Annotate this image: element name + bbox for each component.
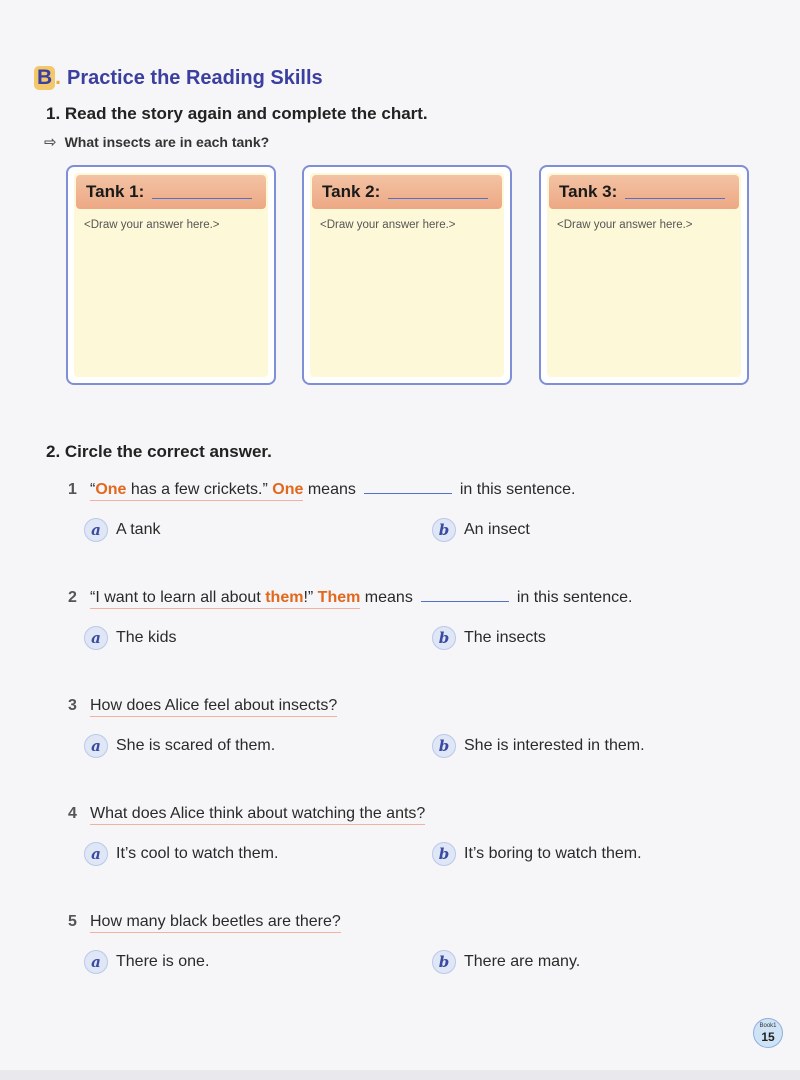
item-2-option-b[interactable]: b The insects bbox=[432, 626, 546, 650]
question-item-2: 2 “I want to learn all about them!” Them means in this sentence. bbox=[68, 589, 632, 607]
section-title: Practice the Reading Skills bbox=[67, 66, 323, 89]
item-1-option-b[interactable]: b An insect bbox=[432, 518, 530, 542]
item-1-option-a[interactable]: a A tank bbox=[84, 518, 160, 542]
answer-blank[interactable] bbox=[364, 481, 452, 494]
option-b-marker[interactable]: b bbox=[432, 842, 456, 866]
book-label: Book1 bbox=[759, 1023, 777, 1029]
section-header bbox=[34, 66, 323, 90]
question-item-3: 3 How does Alice feel about insects? bbox=[68, 697, 337, 715]
question-item-4: 4 What does Alice think about watching the ants? bbox=[68, 805, 425, 823]
page-number-badge bbox=[753, 1018, 783, 1048]
item-5-option-a[interactable]: a There is one. bbox=[84, 950, 209, 974]
tank-1-placeholder: <Draw your answer here.> bbox=[84, 219, 220, 231]
question-item-5: 5 How many black beetles are there? bbox=[68, 913, 341, 931]
option-b-marker[interactable]: b bbox=[432, 734, 456, 758]
tank-3-label: Tank 3: bbox=[549, 175, 739, 209]
tank-1-label: Tank 1: bbox=[76, 175, 266, 209]
tank-1-box[interactable] bbox=[66, 165, 276, 385]
tank-2-drawing-area[interactable] bbox=[310, 173, 504, 377]
item-4-option-a[interactable]: a It’s cool to watch them. bbox=[84, 842, 278, 866]
item-2-option-a[interactable]: a The kids bbox=[84, 626, 176, 650]
option-b-marker[interactable]: b bbox=[432, 518, 456, 542]
page-number: 15 bbox=[761, 1030, 775, 1044]
tank-2-answer-line[interactable] bbox=[388, 186, 488, 199]
tank-1-answer-line[interactable] bbox=[152, 186, 252, 199]
tank-2-label: Tank 2: bbox=[312, 175, 502, 209]
option-a-marker[interactable]: a bbox=[84, 950, 108, 974]
question-1-title: 1. Read the story again and complete the chart. bbox=[46, 104, 428, 123]
option-a-marker[interactable]: a bbox=[84, 842, 108, 866]
tank-3-answer-line[interactable] bbox=[625, 186, 725, 199]
item-4-option-b[interactable]: b It’s boring to watch them. bbox=[432, 842, 642, 866]
option-a-marker[interactable]: a bbox=[84, 734, 108, 758]
page-bottom-edge bbox=[0, 1070, 800, 1080]
tank-1-drawing-area[interactable] bbox=[74, 173, 268, 377]
item-3-option-b[interactable]: b She is interested in them. bbox=[432, 734, 645, 758]
question-item-1: 1 “One has a few crickets.” One means in this sentence. bbox=[68, 481, 576, 499]
tank-2-box[interactable] bbox=[302, 165, 512, 385]
option-a-marker[interactable]: a bbox=[84, 626, 108, 650]
item-3-option-a[interactable]: a She is scared of them. bbox=[84, 734, 275, 758]
tank-2-placeholder: <Draw your answer here.> bbox=[320, 219, 456, 231]
option-b-marker[interactable]: b bbox=[432, 626, 456, 650]
option-b-marker[interactable]: b bbox=[432, 950, 456, 974]
question-2-title: 2. Circle the correct answer. bbox=[46, 442, 272, 461]
option-a-marker[interactable]: a bbox=[84, 518, 108, 542]
tank-3-placeholder: <Draw your answer here.> bbox=[557, 219, 693, 231]
tank-3-drawing-area[interactable] bbox=[547, 173, 741, 377]
section-letter: B . bbox=[34, 66, 67, 90]
item-5-option-b[interactable]: b There are many. bbox=[432, 950, 580, 974]
question-1-hint: ⇨ What insects are in each tank? bbox=[44, 134, 270, 151]
pointing-arrow-icon: ⇨ bbox=[44, 134, 57, 151]
tank-3-box[interactable] bbox=[539, 165, 749, 385]
answer-blank[interactable] bbox=[421, 589, 509, 602]
